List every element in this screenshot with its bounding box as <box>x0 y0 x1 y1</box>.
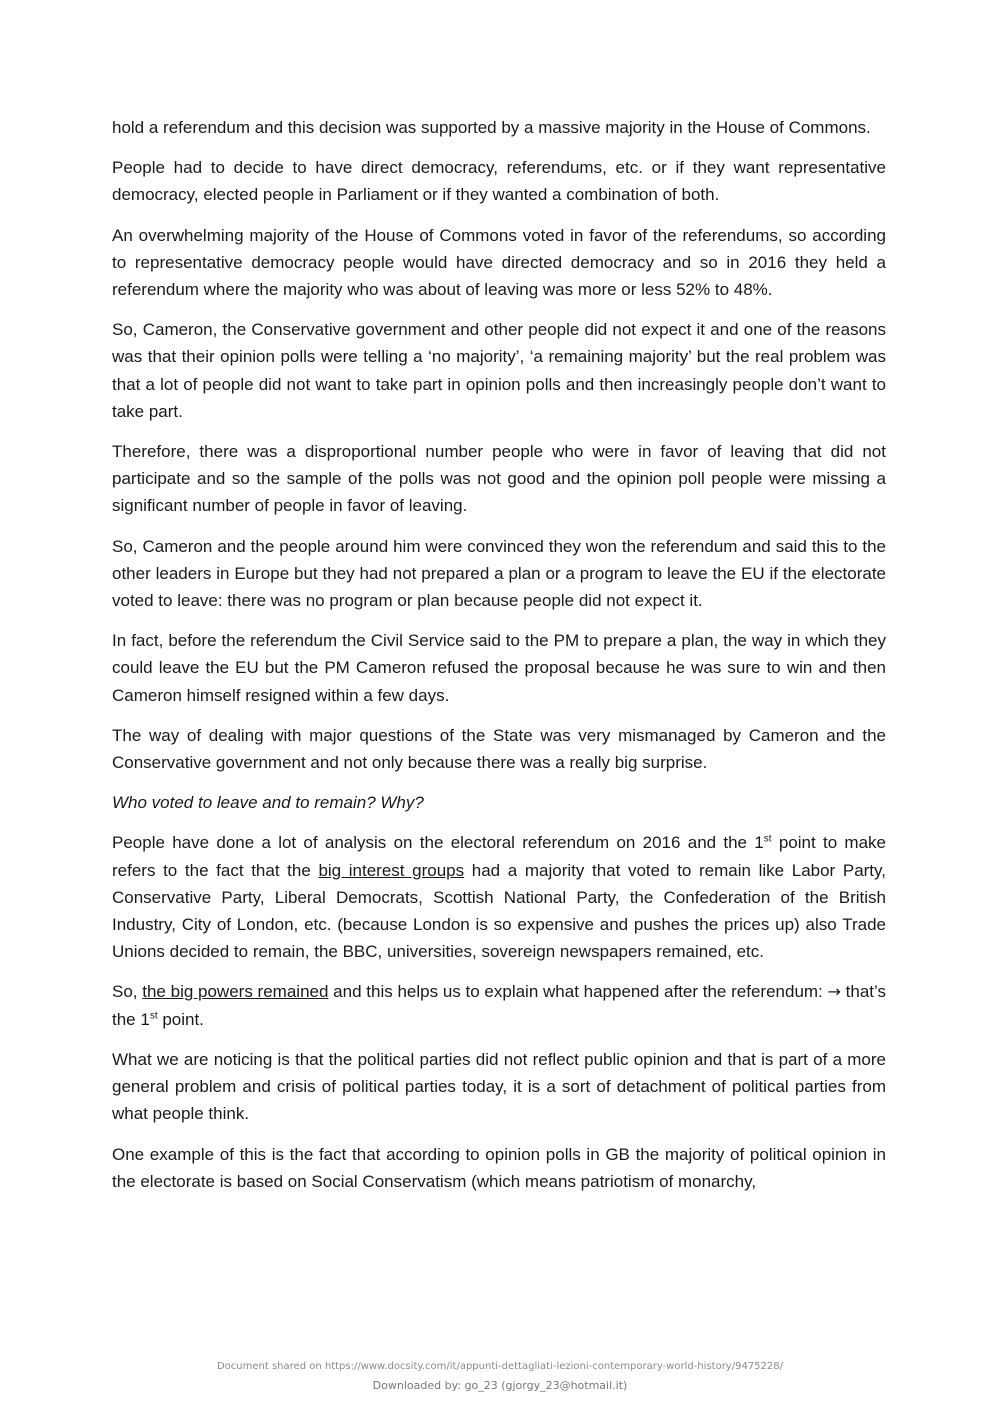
paragraph-civil-service: In fact, before the referendum the Civil Service said to the PM to prepare a plan, the way in which they could leave the EU but the PM Cameron refused the proposal because he was sure to win and then Cameron himself resigned within a few days. <box>112 631 886 705</box>
paragraph-no-plan: So, Cameron and the people around him were convinced they won the referendum and said this to the other leaders in Europe but they had not prepared a plan or a program to leave the EU if the electorate voted to leave: there was no program or plan because people did not expect it. <box>112 536 886 611</box>
superscript: st <box>763 833 772 845</box>
text-segment: People have done a lot of analysis on the electoral referendum on 2016 and the 1 <box>112 833 764 853</box>
document-page <box>112 114 886 1208</box>
paragraph-referendum-decision: hold a referendum and this decision was supported by a massive majority in the House of Commons. <box>112 118 871 137</box>
footer-downloaded-by: Downloaded by: go_23 (gjorgy_23@hotmail.it) <box>372 1379 628 1392</box>
paragraph-disproportional-sample: Therefore, there was a disproportional number people who were in favor of leaving that did not participate and so the sample of the polls was not good and the opinion poll people were missing a significant number of people in favor of leaving. <box>112 442 886 516</box>
footer-shared-link[interactable]: Document shared on https://www.docsity.com/it/appunti-dettagliati-lezioni-contemporary-world-history/9475228/ <box>216 1361 783 1372</box>
section-heading: Who voted to leave and to remain? Why? <box>112 793 424 813</box>
text-segment: So, <box>112 982 143 1002</box>
paragraph-social-conservatism: One example of this is the fact that according to opinion polls in GB the majority of political opinion in the electorate is based on Social Conservatism (which means patriotism of monarchy, <box>112 1144 886 1191</box>
superscript: st <box>149 1010 158 1022</box>
arrow-right-icon: → <box>827 982 841 1002</box>
underlined-phrase: big interest groups <box>318 860 465 880</box>
text-segment: point. <box>157 1009 204 1029</box>
paragraph-interest-groups <box>112 829 886 965</box>
text-segment: and this helps us to explain what happened after the referendum: <box>328 982 828 1002</box>
paragraph-political-parties: What we are noticing is that the political parties did not reflect public opinion and that is part of a more general problem and crisis of political parties today, it is a sort of detachment of political parties from what people think. <box>112 1049 886 1124</box>
text-segment: had a majority that voted to remain like Labor Party, Conservative Party, Liberal Democrats, Scottish National Party, the Confederation of the British Industry, City of London, etc. (because London is so expensive and pushes the prices up) also Trade Unions decided to remain, the BBC, universities, sovereign newspapers remained, etc. <box>112 860 886 962</box>
paragraph-mismanagement: The way of dealing with major questions of the State was very mismanaged by Cameron and the Conservative government and not only because there was a really big surprise. <box>112 725 886 773</box>
paragraph-direct-democracy: People had to decide to have direct democracy, referendums, etc. or if they want representative democracy, elected people in Parliament or if they wanted a combination of both. <box>112 158 886 205</box>
underlined-phrase: the big powers remained <box>142 982 329 1002</box>
paragraph-opinion-polls: So, Cameron, the Conservative government and other people did not expect it and one of the reasons was that their opinion polls were telling a ‘no majority’, ‘a remaining majority’ but the real problem was that a lot of people did not want to take part in opinion polls and then increasingly people don’t want to take part. <box>112 320 886 421</box>
paragraph-house-of-commons-vote: An overwhelming majority of the House of Commons voted in favor of the referendums, so according to representative democracy people would have directed democracy and so in 2016 they held a referendum where the majority who was about of leaving was more or less 52% to 48%. <box>112 225 886 300</box>
paragraph-big-powers <box>112 978 886 1032</box>
text-segment: point to make refers to the fact that the <box>112 833 887 880</box>
text-segment: that’s the 1 <box>112 982 886 1029</box>
